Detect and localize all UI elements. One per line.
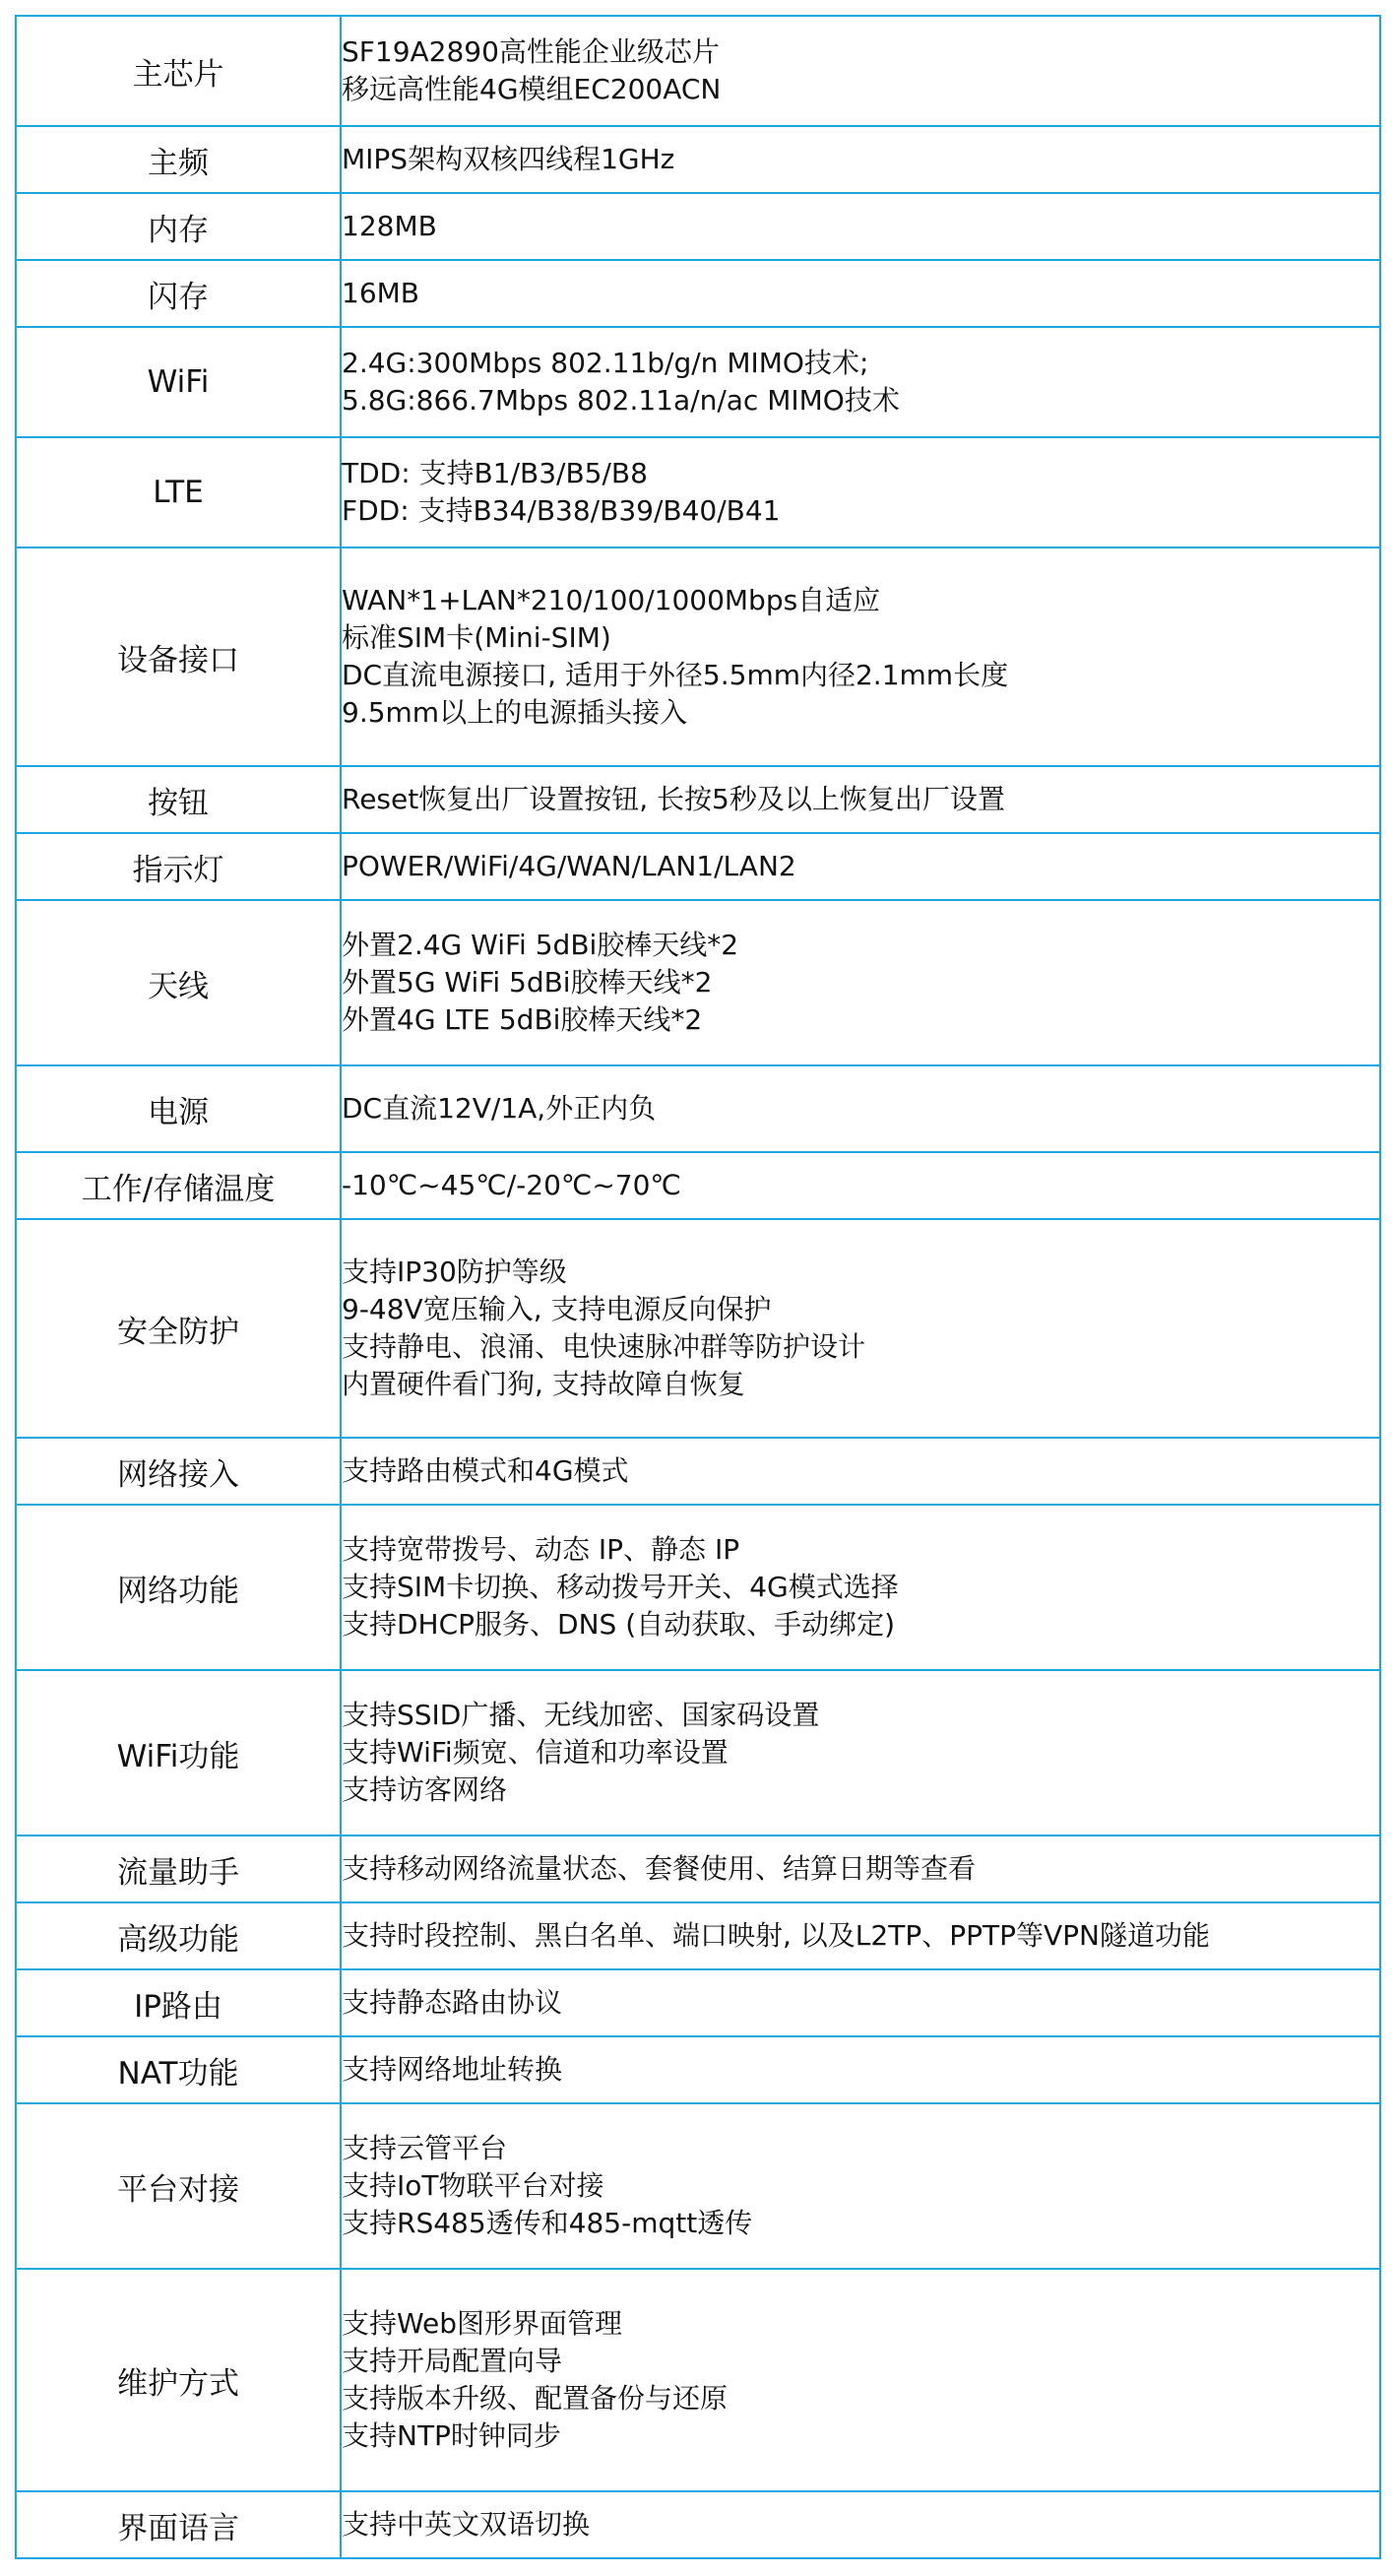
spec-value-line: Reset恢复出厂设置按钮, 长按5秒及以上恢复出厂设置 xyxy=(342,783,1005,815)
spec-value-line: 支持静电、浪涌、电快速脉冲群等防护设计 xyxy=(342,1330,866,1363)
spec-label: 天线 xyxy=(16,900,341,1065)
spec-label: LTE xyxy=(16,437,341,547)
spec-value-line: 5.8G:866.7Mbps 802.11a/n/ac MIMO技术 xyxy=(342,384,900,417)
spec-value xyxy=(341,1065,1380,1152)
spec-value-line: MIPS架构双核四线程1GHz xyxy=(342,143,675,175)
spec-value xyxy=(341,1152,1380,1219)
spec-label: 网络接入 xyxy=(16,1438,341,1505)
spec-value-line: 支持静态路由协议 xyxy=(342,1986,563,2019)
spec-value-line: WAN*1+LAN*210/100/1000Mbps自适应 xyxy=(342,584,881,616)
spec-value-line: 9-48V宽压输入, 支持电源反向保护 xyxy=(342,1293,772,1325)
spec-value-line: TDD: 支持B1/B3/B5/B8 xyxy=(342,457,648,489)
spec-row-traffic xyxy=(16,1835,1380,1902)
spec-value xyxy=(341,833,1380,900)
spec-value-line: 支持云管平台 xyxy=(342,2132,508,2164)
spec-row-maintenance xyxy=(16,2269,1380,2491)
spec-value-line: 外置4G LTE 5dBi胶棒天线*2 xyxy=(342,1003,703,1036)
spec-value-line: 支持版本升级、配置备份与还原 xyxy=(342,2382,729,2415)
spec-row-memory xyxy=(16,193,1380,260)
spec-value-line: 支持中英文双语切换 xyxy=(342,2508,591,2541)
spec-label: 主频 xyxy=(16,126,341,193)
spec-value xyxy=(341,327,1380,437)
spec-value-line: 支持IoT物联平台对接 xyxy=(342,2169,604,2202)
spec-label: 按钮 xyxy=(16,766,341,833)
spec-value xyxy=(341,900,1380,1065)
spec-value-line: -10℃~45℃/-20℃~70℃ xyxy=(342,1169,681,1201)
spec-label: 主芯片 xyxy=(16,16,341,126)
spec-value-line: POWER/WiFi/4G/WAN/LAN1/LAN2 xyxy=(342,850,796,882)
spec-value-line: 支持时段控制、黑白名单、端口映射, 以及L2TP、PPTP等VPN隧道功能 xyxy=(342,1919,1210,1952)
spec-value xyxy=(341,1219,1380,1438)
spec-row-wifi-functions xyxy=(16,1670,1380,1835)
spec-label: 流量助手 xyxy=(16,1835,341,1902)
spec-value-line: 外置2.4G WiFi 5dBi胶棒天线*2 xyxy=(342,929,739,961)
spec-value-line: 标准SIM卡(Mini-SIM) xyxy=(342,621,611,654)
spec-value xyxy=(341,1438,1380,1505)
spec-label: 安全防护 xyxy=(16,1219,341,1438)
spec-value xyxy=(341,260,1380,327)
spec-label: 设备接口 xyxy=(16,547,341,766)
spec-row-lte xyxy=(16,437,1380,547)
spec-value-line: 128MB xyxy=(342,210,437,242)
spec-value xyxy=(341,437,1380,547)
spec-label: NAT功能 xyxy=(16,2036,341,2103)
spec-value-line: 2.4G:300Mbps 802.11b/g/n MIMO技术; xyxy=(342,347,869,379)
spec-value xyxy=(341,1505,1380,1670)
spec-value-line: 支持SSID广播、无线加密、国家码设置 xyxy=(342,1699,820,1731)
spec-value xyxy=(341,547,1380,766)
spec-label: IP路由 xyxy=(16,1969,341,2036)
spec-value xyxy=(341,1969,1380,2036)
spec-table xyxy=(15,15,1381,2559)
spec-row-interfaces xyxy=(16,547,1380,766)
spec-label: 内存 xyxy=(16,193,341,260)
spec-row-ip-routing xyxy=(16,1969,1380,2036)
spec-value-line: 支持SIM卡切换、移动拨号开关、4G模式选择 xyxy=(342,1571,899,1603)
spec-label: WiFi xyxy=(16,327,341,437)
spec-row-advanced xyxy=(16,1902,1380,1969)
spec-label: 电源 xyxy=(16,1065,341,1152)
spec-value-line: 支持访客网络 xyxy=(342,1773,508,1806)
spec-value xyxy=(341,1670,1380,1835)
spec-row-temperature xyxy=(16,1152,1380,1219)
spec-label: WiFi功能 xyxy=(16,1670,341,1835)
spec-value-line: 支持宽带拨号、动态 IP、静态 IP xyxy=(342,1533,740,1566)
spec-row-flash xyxy=(16,260,1380,327)
spec-value-line: FDD: 支持B34/B38/B39/B40/B41 xyxy=(342,494,781,527)
spec-row-language xyxy=(16,2491,1380,2558)
spec-value-line: 内置硬件看门狗, 支持故障自恢复 xyxy=(342,1368,745,1400)
spec-label: 网络功能 xyxy=(16,1505,341,1670)
spec-row-antenna xyxy=(16,900,1380,1065)
spec-label: 闪存 xyxy=(16,260,341,327)
spec-value xyxy=(341,766,1380,833)
spec-row-frequency xyxy=(16,126,1380,193)
spec-value-line: 支持NTP时钟同步 xyxy=(342,2419,561,2452)
spec-row-power xyxy=(16,1065,1380,1152)
spec-value-line: 9.5mm以上的电源插头接入 xyxy=(342,696,688,729)
spec-row-nat xyxy=(16,2036,1380,2103)
spec-row-main-chip xyxy=(16,16,1380,126)
spec-value-line: 支持DHCP服务、DNS (自动获取、手动绑定) xyxy=(342,1608,896,1641)
spec-value-line: 16MB xyxy=(342,277,419,309)
spec-value xyxy=(341,1902,1380,1969)
spec-value xyxy=(341,2103,1380,2269)
spec-row-platform xyxy=(16,2103,1380,2269)
spec-value-line: 支持移动网络流量状态、套餐使用、结算日期等查看 xyxy=(342,1852,977,1885)
spec-label: 界面语言 xyxy=(16,2491,341,2558)
spec-value-line: 支持IP30防护等级 xyxy=(342,1256,567,1288)
spec-value-line: DC直流电源接口, 适用于外径5.5mm内径2.1mm长度 xyxy=(342,659,1009,691)
spec-value xyxy=(341,193,1380,260)
spec-value-line: 支持Web图形界面管理 xyxy=(342,2307,623,2340)
spec-value-line: 支持开局配置向导 xyxy=(342,2345,563,2377)
spec-value xyxy=(341,16,1380,126)
spec-value xyxy=(341,2036,1380,2103)
spec-value xyxy=(341,2491,1380,2558)
spec-value xyxy=(341,2269,1380,2491)
spec-label: 平台对接 xyxy=(16,2103,341,2269)
spec-label: 工作/存储温度 xyxy=(16,1152,341,1219)
spec-value xyxy=(341,1835,1380,1902)
spec-label: 高级功能 xyxy=(16,1902,341,1969)
spec-value-line: 外置5G WiFi 5dBi胶棒天线*2 xyxy=(342,966,713,998)
spec-row-wifi xyxy=(16,327,1380,437)
spec-value-line: 支持路由模式和4G模式 xyxy=(342,1454,629,1487)
spec-label: 维护方式 xyxy=(16,2269,341,2491)
spec-value-line: 支持网络地址转换 xyxy=(342,2053,563,2086)
spec-row-indicator xyxy=(16,833,1380,900)
spec-value xyxy=(341,126,1380,193)
spec-label: 指示灯 xyxy=(16,833,341,900)
spec-value-line: SF19A2890高性能企业级芯片 xyxy=(342,35,720,68)
spec-row-network-functions xyxy=(16,1505,1380,1670)
spec-value-line: 移远高性能4G模组EC200ACN xyxy=(342,73,722,105)
spec-value-line: DC直流12V/1A,外正内负 xyxy=(342,1092,657,1125)
spec-row-protection xyxy=(16,1219,1380,1438)
spec-value-line: 支持WiFi频宽、信道和功率设置 xyxy=(342,1736,729,1769)
spec-row-network-access xyxy=(16,1438,1380,1505)
spec-row-button xyxy=(16,766,1380,833)
spec-value-line: 支持RS485透传和485-mqtt透传 xyxy=(342,2207,753,2239)
